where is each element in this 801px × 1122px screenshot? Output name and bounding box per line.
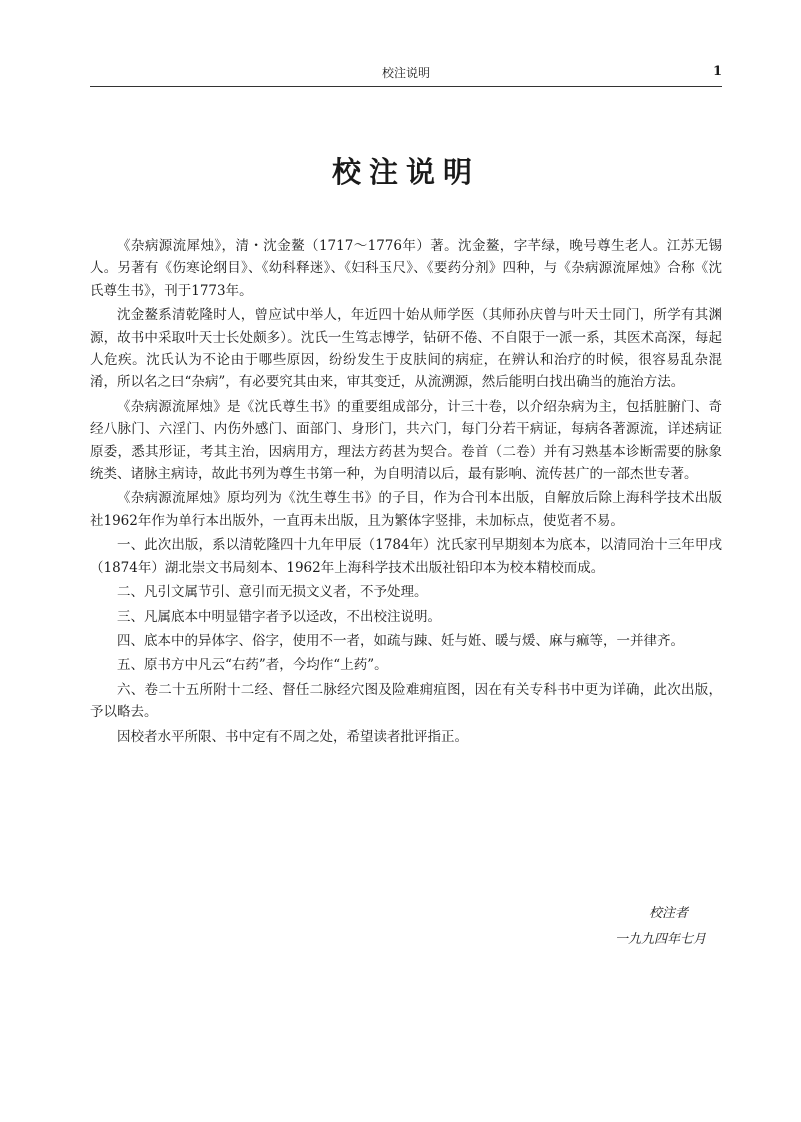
signoff-date: 一九九四年七月 xyxy=(614,932,706,947)
signoff-editor: 校注者 xyxy=(648,906,688,921)
signoff xyxy=(615,901,706,953)
paragraph-publication: 《杂病源流犀烛》原均列为《沈生尊生书》的子目，作为合刊本出版，自解放后除上海科学技术出版社1962年作为单行本出版外，一直再未出版，且为繁体字竖排，未加标点，使览者不易。 xyxy=(90,490,722,529)
rule-item-3: 三、凡属底本中明显错字者予以迳改，不出校注说明。 xyxy=(117,608,441,625)
closing-note: 因校者水平所限、书中定有不周之处，希望读者批评指正。 xyxy=(117,728,468,745)
paragraph-author: 沈金鳌系清乾隆时人，曾应试中举人，年近四十始从师学医（其师孙庆曾与叶天士同门，所学有其渊源，故书中采取叶天士长处颇多）。沈氏一生笃志博学，钻研不倦、不自限于一派一系，其医术高深，每起人危疾。沈氏认为不论由于哪些原因，纷纷发生于皮肤间的病症，在辨认和治疗的时候，很容易乱杂混淆，所以名之曰“杂病”，有必要究其由来，审其变迁，从流溯源，然后能明白找出确当的施治方法。 xyxy=(90,307,722,391)
rule-item-5: 五、原书方中凡云“右药”者，今均作“上药”。 xyxy=(117,657,388,674)
running-title: 校注说明 xyxy=(381,66,430,80)
paragraph-content: 《杂病源流犀烛》是《沈氏尊生书》的重要组成部分，计三十卷，以介绍杂病为主，包括脏腑门、奇经八脉门、六淫门、内伤外感门、面部门、身形门，共六门，每门分若干病证，每病各著源流，详述病证原委，悉其形证，考其主治，因病用方，理法方药甚为契合。卷首（二卷）并有习熟基本诊断需要的脉象统类、诸脉主病诗，故此书列为尊生书第一种，为自明清以后，最有影响、流传甚广的一部杰世专著。 xyxy=(90,398,722,483)
document-title: 校注说明 xyxy=(331,155,480,189)
rule-item-6: 六、卷二十五所附十二经、督任二脉经穴图及险难痈疽图，因在有关专科书中更为详确，此次出版，予以略去。 xyxy=(90,681,722,721)
running-header xyxy=(90,64,722,84)
rule-item-2: 二、凡引文属节引、意引而无损文义者，不予处理。 xyxy=(117,584,428,601)
rule-item-1: 一、此次出版，系以清乾隆四十九年甲辰（1784年）沈氏家刊早期刻本为底本，以清同治十三年甲戌（1874年）湖北崇文书局刻本、1962年上海科学技术出版社铅印本为校本精校而成。 xyxy=(90,537,722,576)
body-text xyxy=(90,235,722,750)
paragraph-intro: 《杂病源流犀烛》，清・沈金鳌（1717～1776年）著。沈金鳌，字芊绿，晚号尊生老人。江苏无锡人。另著有《伤寒论纲目》、《幼科释迷》、《妇科玉尺》、《要药分剂》四种，与《杂病源流犀烛》合称《沈氏尊生书》，刊于1773年。 xyxy=(90,238,722,299)
header-rule xyxy=(90,86,722,87)
rule-item-4: 四、底本中的异体字、俗字，使用不一者，如疏与踈、妊与姙、暖与煖、麻与痲等，一并律齐。 xyxy=(117,632,684,649)
page-number: 1 xyxy=(712,64,722,79)
